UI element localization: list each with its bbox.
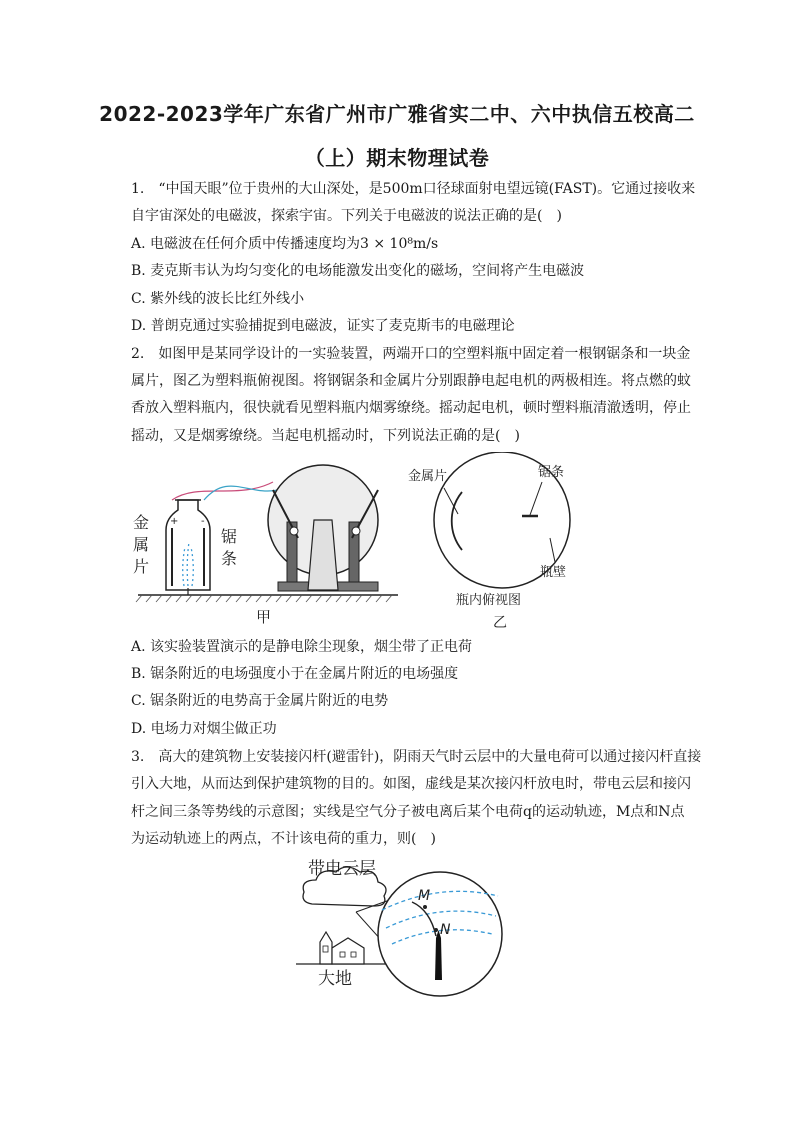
exam-title-line1: 2022-2023学年广东省广州市广雅省实二中、六中执信五校高二	[99, 102, 695, 126]
q3-label-n: N	[440, 922, 451, 938]
figure-q3-lightning-rod	[290, 852, 505, 997]
q1-option-c: C. 紫外线的波长比红外线小	[131, 291, 305, 307]
q3-label-m: M	[418, 888, 431, 904]
jia-label-saw-2: 条	[221, 549, 238, 568]
q3-label-ground: 大地	[318, 969, 352, 989]
svg-text:+: +	[170, 516, 179, 527]
q2-option-c: C. 锯条附近的电势高于金属片附近的电势	[131, 693, 389, 709]
q1-option-b: B. 麦克斯韦认为均匀变化的电场能激发出变化的磁场，空间将产生电磁波	[131, 263, 585, 279]
yi-label-saw: 锯条	[538, 465, 565, 480]
jia-label-metal-1: 金	[133, 513, 150, 532]
jia-caption: 甲	[256, 608, 272, 626]
q2-stem-line4: 摇动，又是烟雾缭绕。当起电机摇动时，下列说法正确的是( )	[131, 428, 520, 444]
q1-option-d: D. 普朗克通过实验捕捉到电磁波，证实了麦克斯韦的电磁理论	[131, 318, 515, 334]
yi-subtitle: 瓶内俯视图	[456, 593, 522, 608]
jia-label-metal-3: 片	[133, 557, 150, 576]
q2-option-d: D. 电场力对烟尘做正功	[131, 721, 277, 737]
q3-stem-line1: 3. 高大的建筑物上安装接闪杆(避雷针)，阴雨天气时云层中的大量电荷可以通过接闪杆直接	[131, 749, 702, 765]
q3-label-cloud: 带电云层	[308, 859, 376, 879]
q2-option-b: B. 锯条附近的电场强度小于在金属片附近的电场强度	[131, 666, 459, 682]
q2-stem-line2: 属片，图乙为塑料瓶俯视图。将钢锯条和金属片分别跟静电起电机的两极相连。将点燃的蚊	[131, 373, 691, 389]
q2-option-a: A. 该实验装置演示的是静电除尘现象，烟尘带了正电荷	[131, 639, 473, 655]
q2-stem-line3: 香放入塑料瓶内，很快就看见塑料瓶内烟雾缭绕。摇动起电机，顿时塑料瓶清澈透明，停止	[131, 400, 691, 416]
q1-stem-line2: 自宇宙深处的电磁波，探索宇宙。下列关于电磁波的说法正确的是( )	[131, 208, 562, 224]
q3-stem-line2: 引入大地，从而达到保护建筑物的目的。如图，虚线是某次接闪杆放电时，带电云层和接闪	[131, 776, 691, 792]
q2-stem-line1: 2. 如图甲是某同学设计的一实验装置，两端开口的空塑料瓶中固定着一根钢锯条和一块金	[131, 346, 691, 362]
jia-label-saw-1: 锯	[221, 527, 238, 546]
yi-label-metal: 金属片	[408, 469, 448, 484]
exam-title-line2: （上）期末物理试卷	[304, 146, 490, 170]
q1-stem-line1: 1. “中国天眼”位于贵州的大山深处，是500m口径球面射电望远镜(FAST)。它通过接收来	[131, 181, 696, 197]
yi-label-wall: 瓶壁	[540, 565, 567, 580]
q1-option-a: A. 电磁波在任何介质中传播速度均为3 × 10⁸m/s	[131, 236, 439, 252]
figure-jia	[128, 452, 413, 630]
jia-label-metal-2: 属	[133, 535, 150, 554]
figure-yi	[400, 452, 630, 630]
yi-caption: 乙	[493, 615, 507, 630]
q3-stem-line3: 杆之间三条等势线的示意图；实线是空气分子被电离后某个电荷q的运动轨迹，M点和N点	[131, 804, 685, 820]
svg-text:-: -	[201, 516, 205, 527]
q3-stem-line4: 为运动轨迹上的两点，不计该电荷的重力，则( )	[131, 831, 436, 847]
